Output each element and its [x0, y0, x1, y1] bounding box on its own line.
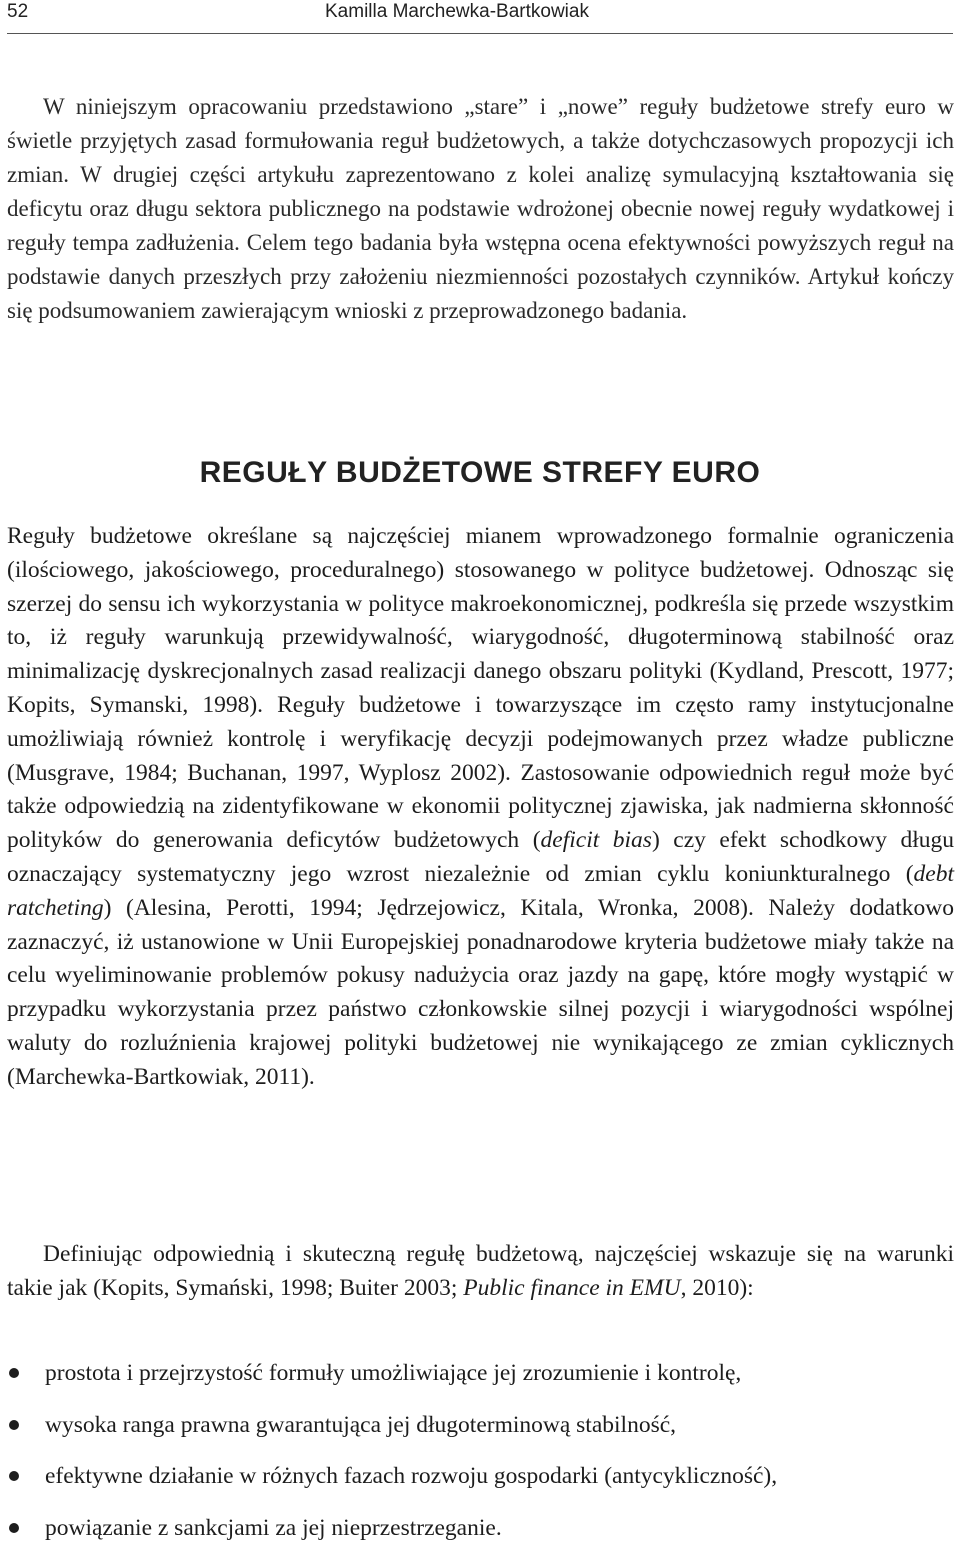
list-item-text: efektywne działanie w różnych fazach rozwoju gospodarki (antycykliczność),: [45, 1463, 777, 1489]
header-divider: [7, 33, 953, 34]
body-paragraph-1-text-a: Reguły budżetowe określane są najczęściej mianem wprowadzonego formalnie ograniczenia (ilościowego, jakościowego, proceduralnego) stosowanego w polityce budżetowej. Odnosząc się szerzej do sensu ich wykorzystania w polityce makroekonomicznej, podkreśla się przede wszystkim to, iż reguły warunkują przewidywalność, wiarygodność, długoterminową stabilność oraz minimalizację dyskrecjonalnych zasad realizacji danego obszaru polityki (Kydland, Prescott, 1977; Kopits, Symanski, 1998). Reguły budżetowe i towarzyszące im często ramy instytucjonalne umożliwiają również kontrolę i weryfikację decyzji podejmowanych przez władze publiczne (Musgrave, 1984; Buchanan, 1997, Wyplosz 2002). Zastosowanie odpowiednich reguł może być także odpowiedzią na zidentyfikowane w ekonomii politycznej zjawiska, jak nadmierna skłonność polityków do generowania deficytów budżetowych (: [7, 523, 954, 853]
bullet-icon: [9, 1471, 19, 1481]
body-paragraph-2-text-a: Definiując odpowiednią i skuteczną regułę budżetową, najczęściej wskazuje się na warunki takie jak (Kopits, Symański, 1998; Buiter 2003;: [7, 1241, 954, 1301]
bullet-icon: [9, 1368, 19, 1378]
conditions-list: [7, 1356, 954, 1562]
list-item: [7, 1511, 954, 1562]
term-deficit-bias: deficit bias: [541, 827, 652, 853]
page-number: 52: [7, 1, 28, 23]
section-title: REGUŁY BUDŻETOWE STREFY EURO: [0, 456, 960, 490]
list-item: [7, 1408, 954, 1460]
bullet-icon: [9, 1420, 19, 1430]
body-paragraph-1-text-c: ) (Alesina, Perotti, 1994; Jędrzejowicz, Kitala, Wronka, 2008). Należy dodatkowo zaznaczyć, iż ustanowione w Unii Europejskiej ponadnarodowe kryteria budżetowe miały także na celu wyeliminowanie problemów pokusy nadużycia oraz jazdy na gapę, które mogły wystąpić w przypadku wykorzystania przez państwo członkowskie silnej pozycji i wiarygodności wspólnej waluty do rozluźnienia krajowej polityki budżetowej nie wynikającego ze zmian cyklicznych (Marchewka-Bartkowiak, 2011).: [7, 895, 954, 1090]
body-paragraph-2: [7, 1237, 954, 1305]
list-item-text: prostota i przejrzystość formuły umożliwiające jej zrozumienie i kontrolę,: [45, 1360, 741, 1386]
running-head-author: Kamilla Marchewka-Bartkowiak: [325, 1, 589, 23]
page-header: [7, 0, 953, 28]
list-item-text: powiązanie z sankcjami za jej nieprzestrzeganie.: [45, 1515, 502, 1541]
bullet-icon: [9, 1523, 19, 1533]
intro-paragraph: W niniejszym opracowaniu przedstawiono „stare” i „nowe” reguły budżetowe strefy euro w świetle przyjętych zasad formułowania reguł budżetowych, a także dotychczasowych propozycji ich zmian. W drugiej części artykułu zaprezentowano z kolei analizę symulacyjną kształtowania się deficytu oraz długu sektora publicznego na podstawie wdrożonej obecnie nowej reguły wydatkowej i reguły tempa zadłużenia. Celem tego badania była wstępna ocena efektywności powyższych reguł na podstawie danych przeszłych przy założeniu niezmienności pozostałych czynników. Artykuł kończy się podsumowaniem zawierającym wnioski z przeprowadzonego badania.: [7, 90, 954, 328]
citation-public-finance-in-emu: Public finance in EMU: [463, 1275, 680, 1301]
list-item-text: wysoka ranga prawna gwarantująca jej długoterminową stabilność,: [45, 1412, 676, 1438]
body-paragraph-1: [7, 520, 954, 1095]
list-item: [7, 1356, 954, 1408]
term-debt-ratcheting: debt ratcheting: [7, 861, 954, 921]
list-item: [7, 1459, 954, 1511]
body-paragraph-1-text-b: ) czy efekt schodkowy długu oznaczający systematyczny jego wzrost niezależnie od zmian cyklu koniunkturalnego (: [7, 827, 954, 887]
body-paragraph-2-text-b: , 2010):: [681, 1275, 754, 1301]
